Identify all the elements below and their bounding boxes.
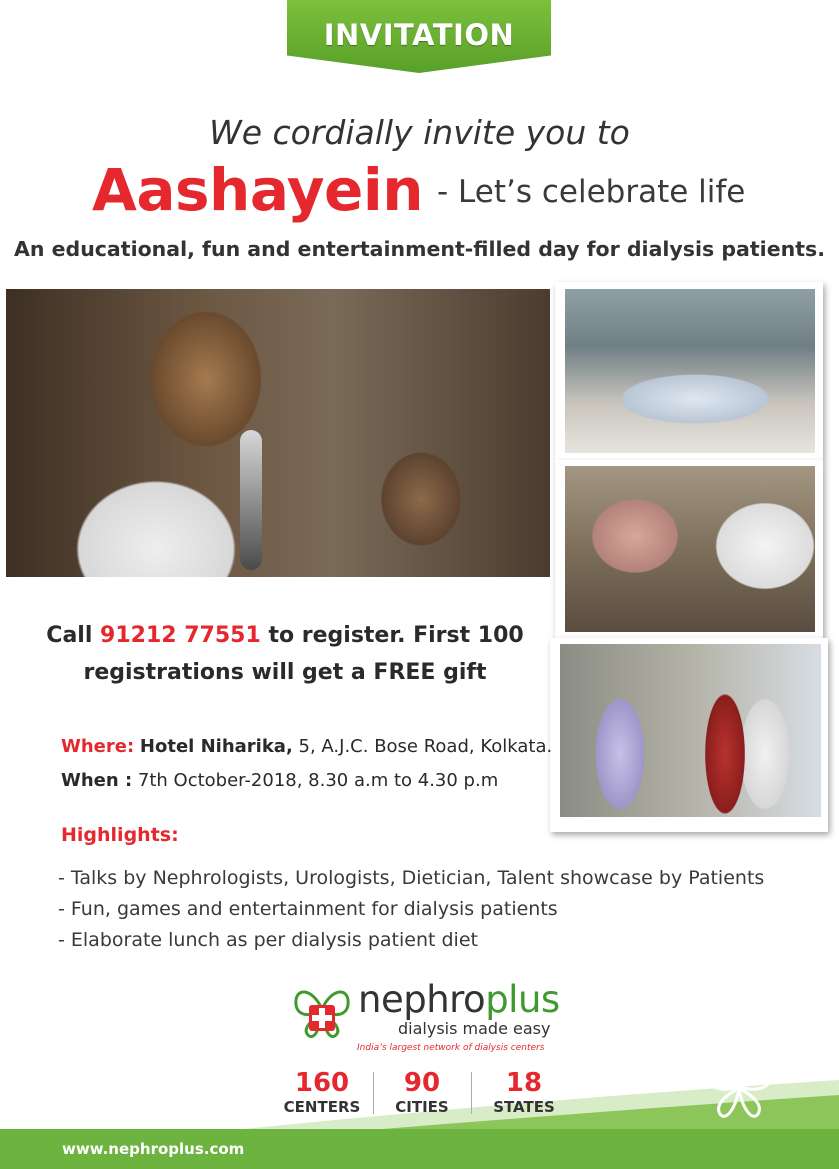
award-photo: [560, 644, 821, 817]
brand-name-part2: plus: [485, 978, 560, 1021]
when-label: When :: [61, 770, 133, 791]
event-subtitle: An educational, fun and entertainment-filled day for dialysis patients.: [14, 237, 825, 261]
event-tagline: - Let’s celebrate life: [437, 174, 746, 210]
highlight-item: - Elaborate lunch as per dialysis patient diet: [58, 929, 478, 951]
stat-centers: [278, 1068, 366, 1116]
brand-name: [358, 978, 560, 1021]
stat-divider: [471, 1072, 472, 1114]
highlights-title: Highlights:: [61, 824, 179, 846]
nephroplus-logo-icon: [292, 983, 352, 1041]
call-prefix: Call: [46, 623, 93, 648]
butterfly-icon: [698, 1046, 780, 1124]
stat-label: CENTERS: [283, 1098, 361, 1116]
when-line: [61, 770, 498, 791]
event-name: Aashayein: [92, 156, 424, 224]
banner-label: INVITATION: [323, 18, 515, 52]
event-datetime: 7th October-2018, 8.30 a.m to 4.30 p.m: [137, 770, 499, 791]
where-line: [61, 736, 552, 757]
stat-divider: [373, 1072, 374, 1114]
brand-name-part1: nephro: [358, 978, 486, 1021]
stat-value: 18: [505, 1068, 543, 1098]
brand-tagline: dialysis made easy: [398, 1019, 551, 1038]
stat-value: 90: [403, 1068, 441, 1098]
network-claim: India’s largest network of dialysis centers: [357, 1043, 545, 1053]
invite-line: We cordially invite you to: [209, 113, 630, 152]
venue-address: 5, A.J.C. Bose Road, Kolkata.: [298, 736, 553, 757]
phone-number[interactable]: 91212 77551: [100, 623, 261, 648]
main-event-photo: [6, 289, 550, 577]
venue-name: Hotel Niharika,: [139, 736, 293, 757]
stat-label: CITIES: [395, 1098, 449, 1116]
highlight-item: - Talks by Nephrologists, Urologists, Dietician, Talent showcase by Patients: [58, 867, 765, 889]
call-suffix: to register. First 100: [268, 623, 524, 648]
audience-photo: [565, 289, 815, 453]
stat-label: STATES: [493, 1098, 555, 1116]
invitation-banner: [287, 0, 551, 73]
gift-distribution-photo: [565, 466, 815, 632]
where-label: Where:: [61, 736, 135, 757]
stat-cities: [384, 1068, 460, 1116]
website-link[interactable]: www.nephroplus.com: [62, 1140, 245, 1158]
microphone-shape: [240, 430, 262, 570]
registration-line-2: registrations will get a FREE gift: [83, 660, 487, 685]
registration-line-1: [30, 623, 540, 648]
stat-states: [480, 1068, 568, 1116]
stat-value: 160: [294, 1068, 350, 1098]
highlight-item: - Fun, games and entertainment for dialysis patients: [58, 898, 558, 920]
event-title-row: [92, 156, 745, 224]
